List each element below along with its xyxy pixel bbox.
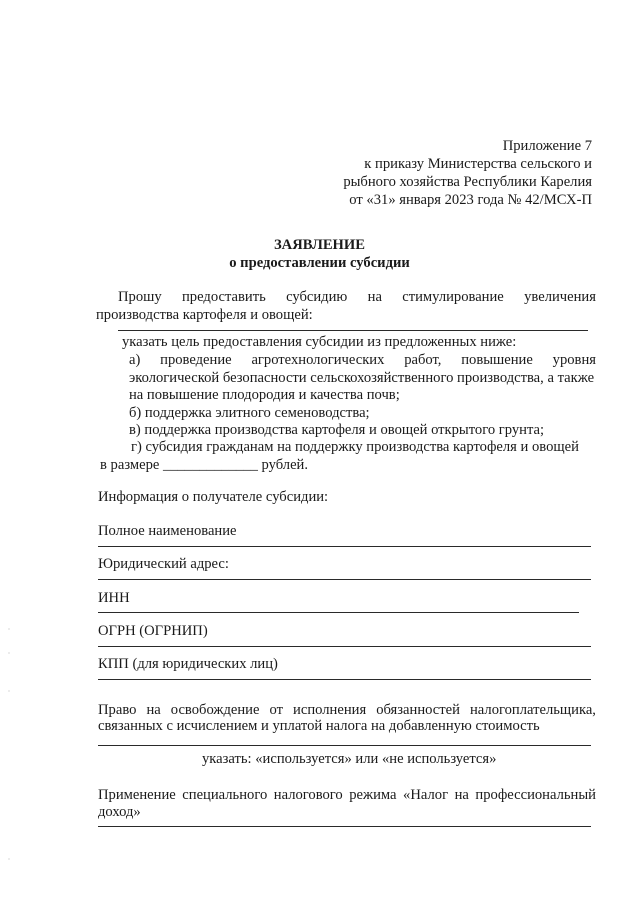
word: предоставить (182, 289, 266, 305)
purpose-blank-line (118, 330, 588, 331)
amount-blank: _____________ (163, 457, 258, 473)
word: повышение (461, 352, 533, 368)
order-reference-line2: рыбного хозяйства Республики Карелия (343, 174, 592, 190)
word: налогоплательщика, (470, 702, 596, 718)
inn-line (98, 612, 579, 613)
option-g: г) субсидия гражданам на поддержку производства картофеля и овощей (131, 439, 579, 455)
option-b: б) поддержка элитного семеноводства; (129, 405, 370, 421)
word: освобождение (170, 702, 260, 718)
tax-regime-answer-line (98, 826, 591, 827)
kpp-label: КПП (для юридических лиц) (98, 656, 278, 672)
word: а) (129, 352, 141, 368)
amount-prefix: в размере (100, 457, 160, 473)
option-a-line3: на повышение плодородия и качества почв; (129, 387, 400, 403)
legal-address-line (98, 579, 591, 580)
word: уровня (552, 352, 596, 368)
full-name-line (98, 546, 591, 547)
word: на (146, 702, 161, 718)
vat-line2: связанных с исчислением и уплатой налога на добавленную стоимость (98, 718, 540, 734)
word: проведение (160, 352, 232, 368)
word: специального (182, 787, 268, 803)
option-v: в) поддержка производства картофеля и овощей открытого грунта; (129, 422, 545, 438)
word: субсидию (286, 289, 348, 305)
vat-hint: указать: «используется» или «не используется» (202, 751, 497, 767)
inn-label: ИНН (98, 590, 130, 606)
ogrn-line (98, 646, 591, 647)
word: Применение (98, 787, 176, 803)
word: стимулирование (402, 289, 504, 305)
word: обязанностей (376, 702, 460, 718)
word: «Налог (403, 787, 449, 803)
order-date-number: от «31» января 2023 года № 42/МСХ-П (349, 192, 592, 208)
word: профессиональный (475, 787, 596, 803)
document-title: ЗАЯВЛЕНИЕ (273, 237, 365, 253)
full-name-label: Полное наименование (98, 523, 237, 539)
word: Право (98, 702, 137, 718)
tax-regime-line1 (98, 786, 596, 804)
request-line1 (118, 288, 596, 306)
option-a-line2: экологической безопасности сельскохозяйственного производства, а также (129, 370, 595, 386)
kpp-line (98, 679, 591, 680)
word: исполнения (293, 702, 367, 718)
vat-answer-line (98, 745, 591, 746)
recipient-heading: Информация о получателе субсидии: (98, 489, 329, 505)
word: агротехнологических (251, 352, 385, 368)
word: Прошу (118, 289, 162, 305)
amount-line (100, 456, 308, 474)
purpose-hint: указать цель предоставления субсидии из предложенных ниже: (122, 334, 517, 350)
legal-address-label: Юридический адрес: (98, 556, 229, 572)
appendix-number: Приложение 7 (502, 138, 592, 154)
scan-speck (8, 652, 10, 654)
request-line2: производства картофеля и овощей: (96, 307, 313, 323)
scan-speck (8, 690, 10, 692)
word: работ, (404, 352, 442, 368)
option-a-line1 (129, 351, 596, 369)
scan-speck (8, 858, 10, 860)
order-reference-line1: к приказу Министерства сельского и (364, 156, 592, 172)
scan-speck (8, 628, 10, 630)
word: на (367, 289, 382, 305)
document-subtitle: о предоставлении субсидии (229, 255, 410, 271)
word: от (269, 702, 283, 718)
ogrn-label: ОГРН (ОГРНИП) (98, 623, 208, 639)
tax-regime-line2: доход» (98, 804, 141, 820)
word: налогового (273, 787, 343, 803)
word: увеличения (524, 289, 596, 305)
word: режима (349, 787, 397, 803)
word: на (454, 787, 469, 803)
amount-suffix: рублей. (261, 457, 309, 473)
